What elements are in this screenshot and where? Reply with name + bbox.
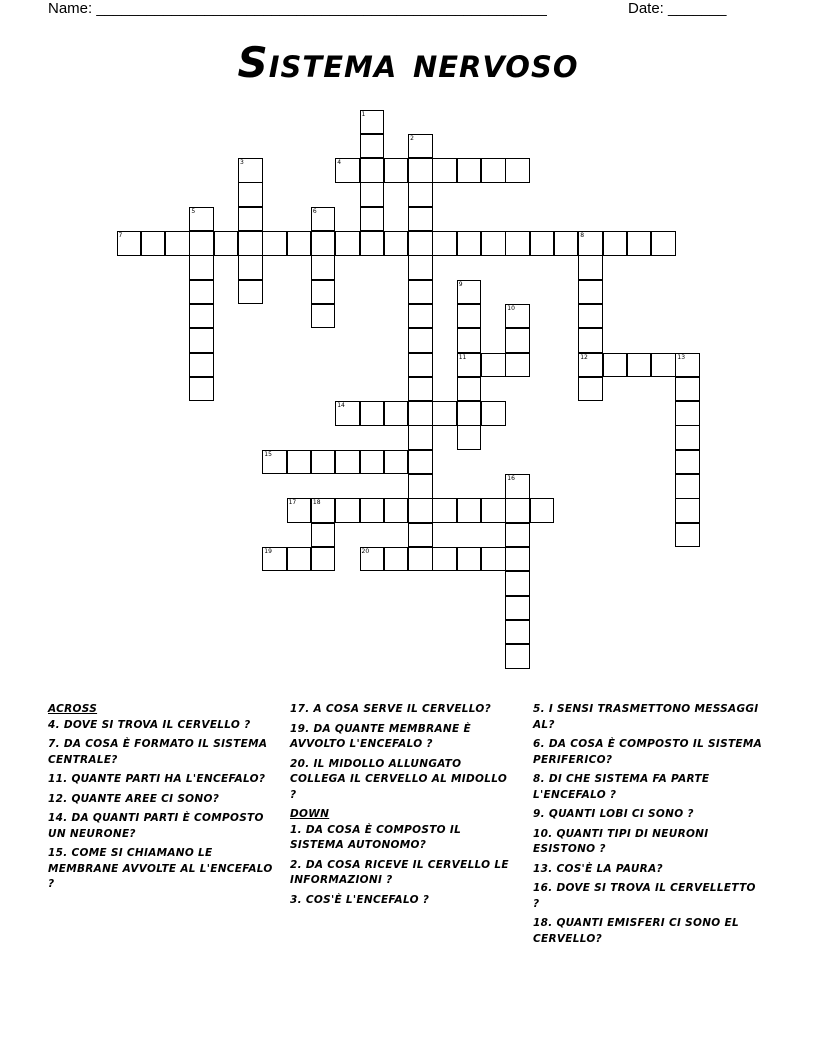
grid-cell[interactable] xyxy=(408,255,433,280)
clue-d3: 3. COS'È L'ENCEFALO ? xyxy=(290,893,430,906)
grid-cell[interactable] xyxy=(238,280,263,305)
grid-cell[interactable] xyxy=(408,498,433,523)
grid-cell[interactable] xyxy=(578,304,603,329)
grid-cell[interactable] xyxy=(457,328,482,353)
grid-cell[interactable] xyxy=(360,231,385,256)
grid-cell[interactable] xyxy=(505,328,530,353)
grid-cell[interactable] xyxy=(554,231,579,256)
grid-cell[interactable] xyxy=(335,450,360,475)
grid-cell[interactable] xyxy=(408,523,433,548)
grid-cell[interactable] xyxy=(408,134,433,159)
clue-number: 18 xyxy=(312,499,321,507)
grid-cell[interactable] xyxy=(651,231,676,256)
grid-cell[interactable] xyxy=(360,401,385,426)
grid-cell[interactable] xyxy=(408,280,433,305)
grid-cell[interactable] xyxy=(238,255,263,280)
grid-cell[interactable] xyxy=(457,377,482,402)
grid-cell[interactable] xyxy=(384,158,409,183)
grid-cell[interactable] xyxy=(675,377,700,402)
grid-cell[interactable] xyxy=(238,231,263,256)
grid-cell[interactable] xyxy=(675,353,700,378)
grid-cell[interactable] xyxy=(578,280,603,305)
grid-cell[interactable] xyxy=(432,401,457,426)
grid-cell[interactable] xyxy=(457,280,482,305)
grid-cell[interactable] xyxy=(262,450,287,475)
clue-number: 2 xyxy=(410,134,414,142)
clue-number: 1 xyxy=(361,110,366,118)
grid-cell[interactable] xyxy=(675,401,700,426)
grid-cell[interactable] xyxy=(505,474,530,499)
grid-cell[interactable] xyxy=(408,353,433,378)
grid-cell[interactable] xyxy=(408,158,433,183)
grid-cell[interactable] xyxy=(189,353,214,378)
clue-d18: 18. QUANTI EMISFERI CI SONO EL CERVELLO? xyxy=(533,917,739,945)
grid-cell[interactable] xyxy=(238,182,263,207)
grid-cell[interactable] xyxy=(481,353,506,378)
grid-cell[interactable] xyxy=(360,158,385,183)
grid-cell[interactable] xyxy=(505,231,530,256)
grid-cell[interactable] xyxy=(117,231,142,256)
grid-cell[interactable] xyxy=(505,498,530,523)
grid-cell[interactable] xyxy=(432,158,457,183)
grid-cell[interactable] xyxy=(578,231,603,256)
clue-number: 11 xyxy=(458,353,467,361)
clue-d6: 6. DA COSA È COMPOSTO IL SISTEMA PERIFERICO? xyxy=(533,738,763,766)
clue-d1: 1. DA COSA È COMPOSTO IL SISTEMA AUTONOMO? xyxy=(290,823,462,851)
grid-cell[interactable] xyxy=(457,547,482,572)
grid-cell[interactable] xyxy=(311,207,336,232)
grid-cell[interactable] xyxy=(457,498,482,523)
grid-cell[interactable] xyxy=(311,450,336,475)
grid-cell[interactable] xyxy=(189,328,214,353)
grid-cell[interactable] xyxy=(675,425,700,450)
date-field-label: Date: _______ xyxy=(628,0,727,17)
clue-number: 6 xyxy=(312,207,317,215)
clue-number: 3 xyxy=(240,159,244,167)
grid-cell[interactable] xyxy=(311,304,336,329)
grid-cell[interactable] xyxy=(408,304,433,329)
grid-cell[interactable] xyxy=(505,547,530,572)
grid-cell[interactable] xyxy=(189,231,214,256)
name-field-label: Name: ______________________________________________________ xyxy=(48,0,547,17)
grid-cell[interactable] xyxy=(287,450,312,475)
grid-cell[interactable] xyxy=(408,425,433,450)
page-title: Sistema nervoso xyxy=(237,38,579,87)
clue-a4: 4. DOVE SI TROVA IL CERVELLO ? xyxy=(48,718,251,731)
grid-cell[interactable] xyxy=(505,596,530,621)
grid-cell[interactable] xyxy=(457,304,482,329)
grid-cell[interactable] xyxy=(675,450,700,475)
grid-cell[interactable] xyxy=(675,474,700,499)
clue-number: 5 xyxy=(191,207,196,215)
grid-cell[interactable] xyxy=(408,231,433,256)
grid-cell[interactable] xyxy=(335,158,360,183)
clue-number: 9 xyxy=(458,280,463,288)
clue-d16: 16. DOVE SI TROVA IL CERVELLETTO ? xyxy=(533,882,756,910)
grid-cell[interactable] xyxy=(603,231,628,256)
grid-cell[interactable] xyxy=(384,231,409,256)
grid-cell[interactable] xyxy=(578,353,603,378)
clue-a20: 20. IL MIDOLLO ALLUNGATO COLLEGA IL CERVELLO AL MIDOLLO ? xyxy=(290,757,508,801)
across-heading: ACROSS xyxy=(48,703,98,715)
clue-number: 16 xyxy=(507,475,515,482)
grid-cell[interactable] xyxy=(457,425,482,450)
grid-cell[interactable] xyxy=(360,450,385,475)
grid-cell[interactable] xyxy=(627,353,652,378)
grid-cell[interactable] xyxy=(360,498,385,523)
grid-cell[interactable] xyxy=(481,547,506,572)
clue-d5: 5. I SENSI TRASMETTONO MESSAGGI AL? xyxy=(533,703,759,731)
grid-cell[interactable] xyxy=(408,401,433,426)
grid-cell[interactable] xyxy=(165,231,190,256)
grid-cell[interactable] xyxy=(287,547,312,572)
clue-a7: 7. DA COSA È FORMATO IL SISTEMA CENTRALE? xyxy=(48,738,268,766)
grid-cell[interactable] xyxy=(262,231,287,256)
grid-cell[interactable] xyxy=(432,547,457,572)
grid-cell[interactable] xyxy=(457,231,482,256)
grid-cell[interactable] xyxy=(505,158,530,183)
grid-cell[interactable] xyxy=(408,547,433,572)
grid-cell[interactable] xyxy=(384,547,409,572)
clue-a12: 12. QUANTE AREE CI SONO? xyxy=(48,792,220,805)
grid-cell[interactable] xyxy=(384,498,409,523)
grid-cell[interactable] xyxy=(287,498,312,523)
clue-number: 19 xyxy=(264,547,272,555)
down-heading: DOWN xyxy=(290,808,330,820)
grid-cell[interactable] xyxy=(189,255,214,280)
clues-column-1 xyxy=(48,702,273,897)
grid-cell[interactable] xyxy=(238,207,263,232)
grid-cell[interactable] xyxy=(481,158,506,183)
grid-cell[interactable] xyxy=(287,231,312,256)
clue-a14: 14. DA QUANTI PARTI È COMPOSTO UN NEURONE? xyxy=(48,812,264,840)
grid-cell[interactable] xyxy=(457,158,482,183)
grid-cell[interactable] xyxy=(408,474,433,499)
grid-cell[interactable] xyxy=(505,571,530,596)
grid-cell[interactable] xyxy=(189,207,214,232)
grid-cell[interactable] xyxy=(384,401,409,426)
grid-cell[interactable] xyxy=(360,110,385,135)
grid-cell[interactable] xyxy=(335,401,360,426)
clue-number: 15 xyxy=(264,450,272,458)
clue-d9: 9. QUANTI LOBI CI SONO ? xyxy=(533,808,694,820)
grid-cell[interactable] xyxy=(505,620,530,645)
clue-number: 14 xyxy=(337,402,345,410)
clue-a15: 15. COME SI CHIAMANO LE MEMBRANE AVVOLTE AL L'ENCEFALO ? xyxy=(48,847,273,890)
grid-cell[interactable] xyxy=(141,231,166,256)
grid-cell[interactable] xyxy=(481,498,506,523)
clue-number: 13 xyxy=(677,353,686,361)
grid-cell[interactable] xyxy=(189,304,214,329)
grid-cell[interactable] xyxy=(481,231,506,256)
grid-cell[interactable] xyxy=(408,450,433,475)
grid-cell[interactable] xyxy=(578,255,603,280)
clue-a19: 19. DA QUANTE MEMBRANE È AVVOLTO L'ENCEFALO ? xyxy=(290,722,471,750)
grid-cell[interactable] xyxy=(457,353,482,378)
clue-a17: 17. A COSA SERVE IL CERVELLO? xyxy=(290,703,492,715)
grid-cell[interactable] xyxy=(360,207,385,232)
clue-number: 17 xyxy=(288,499,297,507)
grid-cell[interactable] xyxy=(675,498,700,523)
grid-cell[interactable] xyxy=(360,134,385,159)
grid-cell[interactable] xyxy=(311,547,336,572)
clue-number: 8 xyxy=(580,232,585,239)
grid-cell[interactable] xyxy=(214,231,239,256)
grid-cell[interactable] xyxy=(335,231,360,256)
clue-a11: 11. QUANTE PARTI HA L'ENCEFALO? xyxy=(48,773,266,785)
grid-cell[interactable] xyxy=(384,450,409,475)
grid-cell[interactable] xyxy=(360,182,385,207)
grid-cell[interactable] xyxy=(457,401,482,426)
grid-cell[interactable] xyxy=(505,353,530,378)
clue-number: 7 xyxy=(118,232,123,239)
grid-cell[interactable] xyxy=(360,547,385,572)
grid-cell[interactable] xyxy=(408,377,433,402)
clues-column-3 xyxy=(533,702,763,951)
grid-cell[interactable] xyxy=(189,377,214,402)
grid-cell[interactable] xyxy=(627,231,652,256)
grid-cell[interactable] xyxy=(408,207,433,232)
grid-cell[interactable] xyxy=(675,523,700,548)
grid-cell[interactable] xyxy=(311,498,336,523)
grid-cell[interactable] xyxy=(432,498,457,523)
grid-cell[interactable] xyxy=(530,231,555,256)
clue-d13: 13. COS'È LA PAURA? xyxy=(533,862,663,875)
grid-cell[interactable] xyxy=(311,280,336,305)
grid-cell[interactable] xyxy=(578,328,603,353)
clue-number: 20 xyxy=(361,547,370,555)
grid-cell[interactable] xyxy=(408,182,433,207)
grid-cell[interactable] xyxy=(481,401,506,426)
grid-cell[interactable] xyxy=(311,255,336,280)
clue-number: 4 xyxy=(337,159,342,167)
grid-cell[interactable] xyxy=(189,280,214,305)
clue-d10: 10. QUANTI TIPI DI NEURONI ESISTONO ? xyxy=(533,827,709,855)
grid-cell[interactable] xyxy=(335,498,360,523)
grid-cell[interactable] xyxy=(578,377,603,402)
grid-cell[interactable] xyxy=(432,231,457,256)
grid-cell[interactable] xyxy=(505,644,530,669)
clue-d2: 2. DA COSA RICEVE IL CERVELLO LE INFORMAZIONI ? xyxy=(290,858,509,886)
grid-cell[interactable] xyxy=(408,328,433,353)
grid-cell[interactable] xyxy=(651,353,676,378)
grid-cell[interactable] xyxy=(262,547,287,572)
grid-cell[interactable] xyxy=(238,158,263,183)
grid-cell[interactable] xyxy=(505,304,530,329)
grid-cell[interactable] xyxy=(311,231,336,256)
grid-cell[interactable] xyxy=(603,353,628,378)
clue-number: 10 xyxy=(507,304,515,312)
clues-column-2 xyxy=(290,702,515,912)
grid-cell[interactable] xyxy=(505,523,530,548)
clue-number: 12 xyxy=(580,353,588,361)
clue-d8: 8. DI CHE SISTEMA FA PARTE L'ENCEFALO ? xyxy=(533,773,710,801)
grid-cell[interactable] xyxy=(530,498,555,523)
grid-cell[interactable] xyxy=(311,523,336,548)
